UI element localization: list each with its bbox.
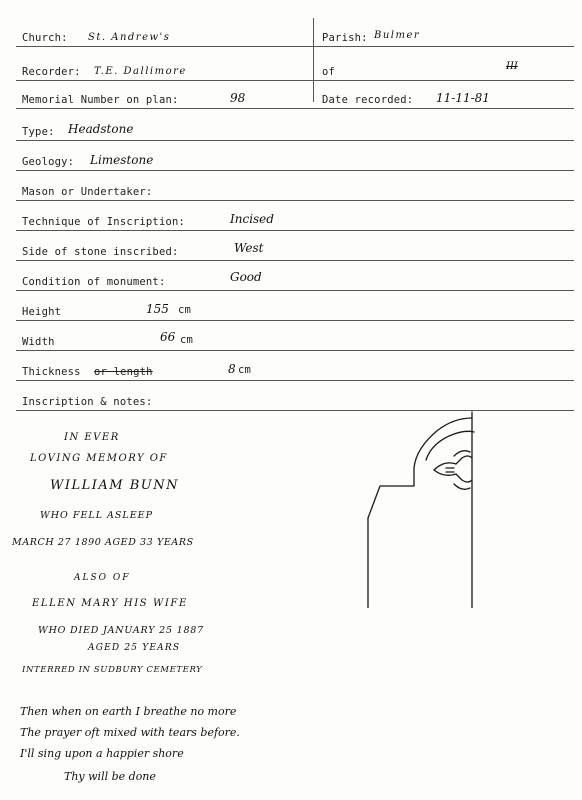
- inscription-line-10: INTERRED IN SUDBURY CEMETERY: [22, 665, 203, 675]
- recorder-value: T.E. Dallimore: [94, 66, 187, 77]
- date-label: Date recorded:: [322, 94, 414, 106]
- width-row: [16, 326, 574, 351]
- recorder-label: Recorder:: [22, 66, 81, 78]
- church-label: Church:: [22, 32, 68, 44]
- technique-label: Technique of Inscription:: [22, 216, 186, 228]
- width-label: Width: [22, 336, 55, 348]
- headstone-sketch: [350, 408, 490, 608]
- condition-label: Condition of monument:: [22, 276, 166, 288]
- of-label: of: [322, 66, 336, 78]
- condition-value: Good: [230, 270, 262, 284]
- memorial-row: [16, 84, 574, 109]
- mason-label: Mason or Undertaker:: [22, 186, 153, 198]
- church-row: [16, 22, 574, 47]
- church-value: St. Andrew's: [88, 32, 171, 43]
- mason-row: [16, 176, 574, 201]
- side-row: [16, 236, 574, 261]
- width-unit: cm: [180, 334, 194, 346]
- inscription-line-9: AGED 25 YEARS: [88, 643, 181, 653]
- parish-value: Bulmer: [374, 30, 421, 41]
- inscription-line-4: WHO FELL ASLEEP: [40, 510, 153, 521]
- thickness-label: Thickness: [22, 366, 81, 378]
- verse-line-2: The prayer oft mixed with tears before.: [20, 726, 240, 739]
- geology-value: Limestone: [90, 153, 154, 167]
- verse-line-4: Thy will be done: [64, 770, 156, 783]
- technique-value: Incised: [230, 212, 274, 226]
- parish-label: Parish:: [322, 32, 368, 44]
- inscription-line-8: WHO DIED JANUARY 25 1887: [38, 625, 204, 636]
- height-unit: cm: [178, 304, 192, 316]
- inscription-line-6: ALSO OF: [74, 573, 131, 583]
- column-divider: [313, 18, 314, 102]
- thickness-value: 8: [228, 362, 236, 376]
- height-label: Height: [22, 306, 62, 318]
- inscription-line-1: IN EVER: [64, 432, 120, 443]
- height-row: [16, 296, 574, 321]
- inscription-line-5: MARCH 27 1890 AGED 33 YEARS: [12, 537, 194, 548]
- inscription-label: Inscription & notes:: [22, 396, 153, 408]
- thickness-struck-text: or length: [94, 366, 153, 378]
- memorial-value: 98: [230, 91, 246, 105]
- verse-line-3: I'll sing upon a happier shore: [20, 747, 184, 760]
- type-value: Headstone: [68, 122, 134, 136]
- of-value: III: [506, 61, 518, 72]
- thickness-row: [16, 356, 574, 381]
- width-value: 66: [160, 330, 176, 344]
- inscription-line-7: ELLEN MARY HIS WIFE: [32, 598, 188, 609]
- condition-row: [16, 266, 574, 291]
- inscription-row: [16, 386, 574, 411]
- inscription-line-2: LOVING MEMORY OF: [30, 453, 168, 464]
- side-value: West: [234, 241, 264, 255]
- verse-line-1: Then when on earth I breathe no more: [20, 705, 237, 718]
- inscription-line-3: WILLIAM BUNN: [50, 478, 179, 493]
- side-label: Side of stone inscribed:: [22, 246, 179, 258]
- height-value: 155: [146, 302, 169, 316]
- date-value: 11-11-81: [436, 91, 490, 105]
- geology-row: [16, 146, 574, 171]
- type-label: Type:: [22, 126, 55, 138]
- type-row: [16, 116, 574, 141]
- memorial-label: Memorial Number on plan:: [22, 94, 179, 106]
- geology-label: Geology:: [22, 156, 75, 168]
- recorder-row: [16, 56, 574, 81]
- technique-row: [16, 206, 574, 231]
- thickness-unit: cm: [238, 364, 252, 376]
